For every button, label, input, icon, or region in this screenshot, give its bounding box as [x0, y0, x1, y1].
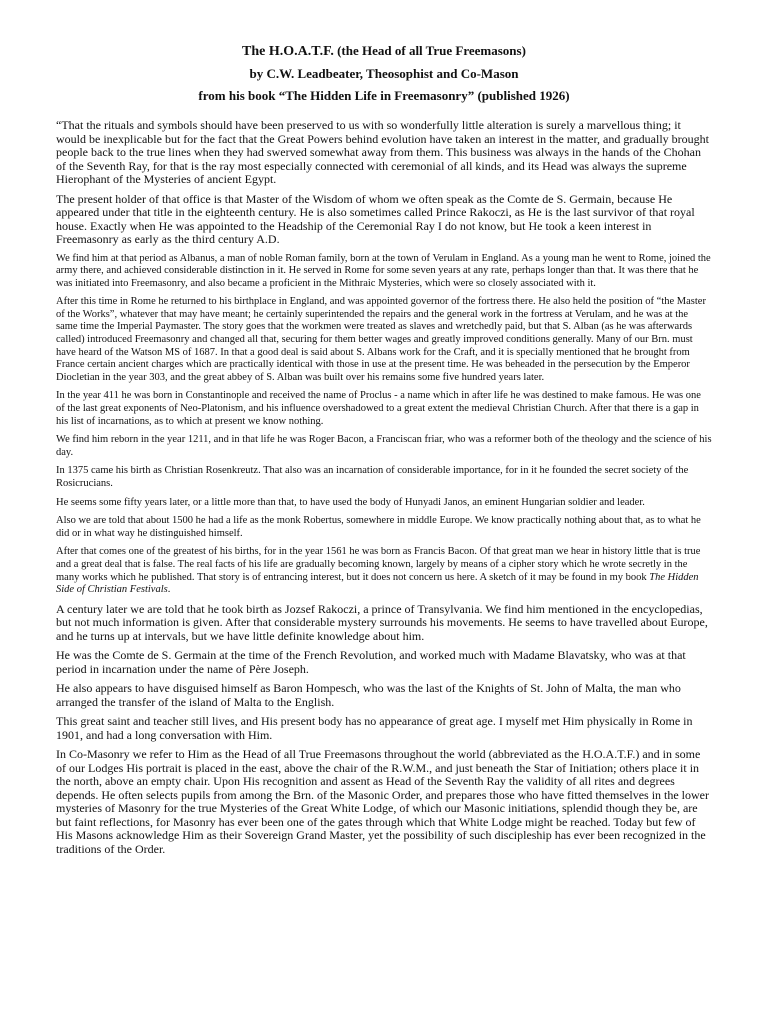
paragraph: This great saint and teacher still lives, and His present body has no appearance of great age. I myself met Him physically in Rome in 1901, and had a long conversation with Him.: [56, 714, 693, 742]
document-title: [56, 40, 712, 63]
paragraph: He seems some fifty years later, or a little more than that, to have used the body of Hunyadi Janos, an eminent Hungarian soldier and leader.: [56, 496, 645, 508]
paragraph: In the year 411 he was born in Constantinople and received the name of Proclus - a name which in after life he was destined to make famous. He was one of the last great exponents of Neo-Platonism, and his influence overshadowed to a great extent the medieval Christian Church. After that there is a gap in his list of incarnations, as to which at present we know nothing.: [56, 390, 701, 427]
paragraph: A century later we are told that he took birth as Jozsef Rakoczi, a prince of Transylvania. We find him mentioned in the encyclopedias, but not much information is given. After that considerable mystery surrounds his movements. He seems to have travelled about Europe, and he turns up at intervals, but we have little definite knowledge about him.: [56, 601, 708, 643]
paragraph: He also appears to have disguised himself as Baron Hompesch, who was the last of the Knights of St. John of Malta, the man who arranged the transfer of the island of Malta to the English.: [56, 681, 681, 709]
title-main: The H.O.A.T.F.: [242, 44, 334, 59]
source-line: from his book “The Hidden Life in Freemasonry” (published 1926): [198, 88, 570, 103]
document-header: [56, 40, 712, 107]
paragraph-bacon: After that comes one of the greatest of his births, for in the year 1561 he was born as Francis Bacon. Of that great man we hear in history little that is true and a great deal that is false. The real facts of his life are gradually becoming known, largely by means of a cipher story which he wrote secretly in the many works which he published. That story is of entrancing interest, but it does not concern us here. A sketch of it may be found in my book The Hidden Side of Christian Festivals.: [56, 546, 701, 596]
paragraph: “That the rituals and symbols should have been preserved to us with so wonderfully little alteration is surely a marvellous thing; it would be inexplicable but for the fact that the Great Powers behind evolution have taken an interest in the matter, and gradually brought people back to the true lines when they had swerved somewhat away from them. This business was always in the hands of the Chohan of the Seventh Ray, for that is the ray most especially connected with ceremonial of all kinds, and its Head was always the supreme Hierophant of the Mysteries of ancient Egypt.: [56, 118, 709, 186]
paragraph: He was the Comte de S. Germain at the time of the French Revolution, and worked much with Madame Blavatsky, who was at that period in incarnation under the name of Père Joseph.: [56, 648, 686, 676]
paragraph: In 1375 came his birth as Christian Rosenkreutz. That also was an incarnation of considerable importance, for in it he founded the secret society of the Rosicrucians.: [56, 465, 689, 489]
paragraph: We find him reborn in the year 1211, and in that life he was Roger Bacon, a Franciscan friar, who was a reformer both of the theology and the science of his day.: [56, 434, 712, 458]
author-line: by C.W. Leadbeater, Theosophist and Co-Mason: [249, 66, 519, 81]
source-book-title: “The Hidden Life in Freemasonry”: [278, 88, 475, 103]
paragraph: Also we are told that about 1500 he had a life as the monk Robertus, somewhere in middle Europe. We know practically nothing about that, as to what he did or in what way he distinguished himself.: [56, 515, 701, 539]
paragraph: In Co-Masonry we refer to Him as the Head of all True Freemasons throughout the world (abbreviated as the H.O.A.T.F.) and in some of our Lodges His portrait is placed in the east, above the chair of the R.W.M., and just beneath the Star of Initiation; others place it in the north, above an empty chair. Upon His recognition and assent as Head of the Seventh Ray the validity of all rites and degrees depends. He often selects pupils from among the Brn. of the Masonic Order, and prepares those who have fitted themselves in the lower mysteries of Masonry for the true Mysteries of the Great White Lodge, of which our Masonic initiations, splendid though they be, are but faint reflections, for Masonry has ever been one of the gates through which that White Lodge might be reached. Today but few of His Masons acknowledge Him as their Sovereign Grand Master, yet the possibility of such discipleship has ever been recognized in the traditions of the Order.: [56, 747, 710, 856]
paragraph: We find him at that period as Albanus, a man of noble Roman family, born at the town of Verulam in England. As a young man he went to Rome, joined the army there, and achieved considerable distinction in it. He served in Rome for some seven years at any rate, perhaps longer than that. It was there that he was initiated into Freemasonry, and also became a proficient in the Mithraic Mysteries, which were so closely associated with it.: [56, 252, 711, 289]
paragraph: The present holder of that office is that Master of the Wisdom of whom we often speak as the Comte de S. Germain, because He appeared under that title in the eighteenth century. He is also sometimes called Prince Rakoczi, as He is the last survivor of that royal house. Exactly when He was appointed to the Headship of the Ceremonial Ray I do not know, but He took a keen interest in Freemasonry as early as the third century A.D.: [56, 191, 695, 246]
book-title-hidden-side: The Hidden Side of Christian Festivals: [56, 571, 699, 596]
paragraph: After this time in Rome he returned to his birthplace in England, and was appointed governor of the fortress there. He also held the position of “the Master of the Works”, whatever that may have meant; he certainly superintended the repairs and the general work in the fortress at Verulam, and he was at the same time the Imperial Paymaster. The story goes that the workmen were treated as slaves and wretchedly paid, but that S. Alban (as he was afterwards called) introduced Freemasonry and changed all that, securing for them better wages and greatly improved conditions generally. Many of our Brn. must have heard of the Watson MS of 1687. In that a good deal is said about S. Albans work for the Craft, and it is specially mentioned that he brought from France certain ancient charges which are practically identical with those in use at the present time. He was beheaded in the persecution by the Emperor Diocletian in the year 303, and the great abbey of S. Alban was built over his remains some five hundred years later.: [56, 296, 706, 383]
title-paren: (the Head of all True Freemasons): [333, 43, 526, 58]
